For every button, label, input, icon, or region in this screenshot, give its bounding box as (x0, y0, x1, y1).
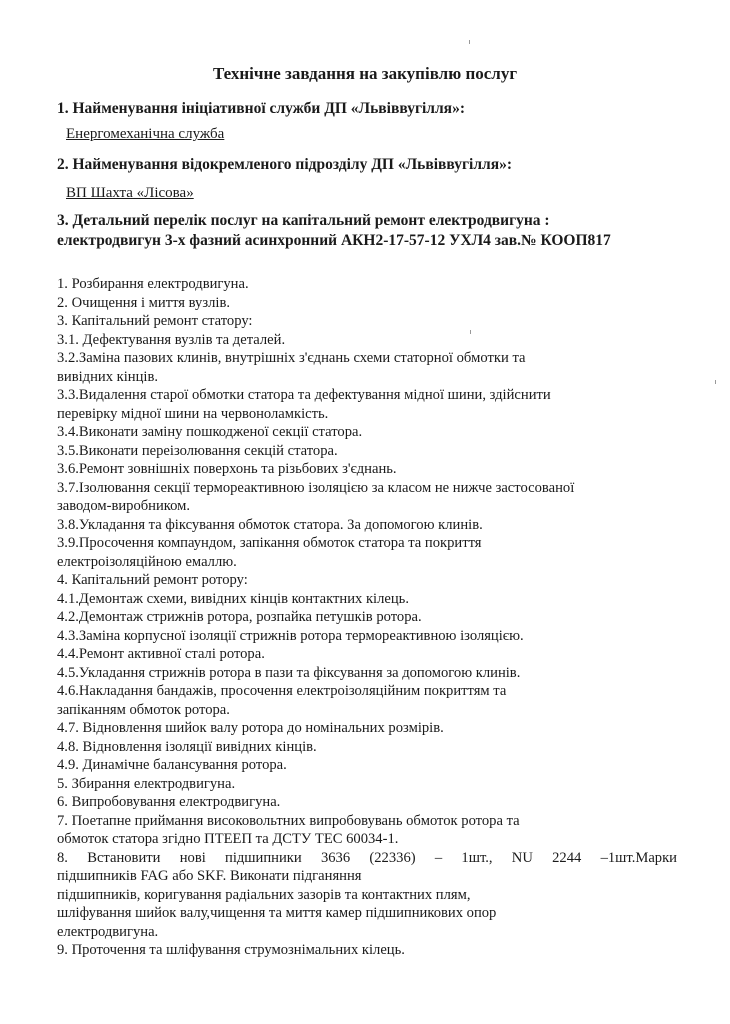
list-item: 3.6.Ремонт зовнішніх поверхонь та різьбових з'єднань. (57, 461, 397, 477)
scan-speck (469, 40, 470, 44)
list-item: 8. Встановити нові підшипники 3636 (22336) – 1шт., NU 2244 –1шт.Марки (57, 849, 677, 866)
list-item: 4. Капітальний ремонт ротору: (57, 572, 248, 588)
list-item: 3.1. Дефектування вузлів та деталей. (57, 331, 286, 348)
list-item: 1. Розбирання електродвигуна. (57, 276, 249, 292)
list-item: 4.5.Укладання стрижнів ротора в пази та фіксування за допомогою клинів. (57, 664, 521, 681)
section1-heading: 1. Найменування ініціативної служби ДП «Львіввугілля»: (57, 100, 465, 117)
list-item: 5. Збирання електродвигуна. (57, 775, 236, 792)
list-item: 4.1.Демонтаж схеми, вивідних кінців контактних кілець. (57, 590, 409, 607)
list-item: 4.7. Відновлення шийок валу ротора до номінальних розмірів. (57, 720, 444, 736)
list-item: електроізоляційною емаллю. (57, 553, 237, 570)
list-item: 4.6.Накладання бандажів, просочення електроізоляційним покриттям та (57, 683, 507, 699)
section2-heading: 2. Найменування відокремленого підрозділу ДП «Львіввугілля»: (57, 156, 513, 173)
services-list (57, 275, 677, 960)
list-item: 4.9. Динамічне балансування ротора. (57, 757, 287, 773)
section1-value: Енергомеханічна служба (66, 126, 225, 142)
list-item: 6. Випробовування електродвигуна. (57, 794, 281, 810)
list-item: шліфування шийок валу,чищення та миття камер підшипникових опор (57, 905, 497, 921)
list-item: 3.2.Заміна пазових клинів, внутрішніх з'єднань схеми статорної обмотки та (57, 350, 526, 366)
list-item: електродвигуна. (57, 923, 159, 940)
section3-heading-line1: 3. Детальний перелік послуг на капітальний ремонт електродвигуна : (57, 212, 550, 229)
scan-speck (470, 330, 471, 334)
list-item: запіканням обмоток ротора. (57, 701, 230, 718)
list-item: 3. Капітальний ремонт статору: (57, 313, 253, 329)
list-item: 3.9.Просочення компаундом, запікання обмоток статора та покриття (57, 535, 482, 551)
list-item: обмоток статора згідно ПТЕЕП та ДСТУ ТЕС 60034-1. (57, 831, 399, 847)
section3-heading-line2: електродвигун 3-х фазний асинхронний АКН2-17-57-12 УХЛ4 зав.№ КООП817 (57, 232, 611, 249)
list-item: заводом-виробником. (57, 498, 191, 514)
list-item: 3.8.Укладання та фіксування обмоток статора. За допомогою клинів. (57, 516, 483, 533)
list-item: 3.3.Видалення старої обмотки статора та дефектування мідної шини, здійснити (57, 387, 551, 403)
list-item: 2. Очищення і миття вузлів. (57, 294, 230, 311)
list-item: 3.7.Ізолювання секції термореактивною ізоляцією за класом не нижче застосованої (57, 479, 575, 496)
section2-value: ВП Шахта «Лісова» (66, 185, 194, 201)
list-item: 7. Поетапне приймання високовольтних випробовувань обмоток ротора та (57, 812, 520, 829)
list-item: вивідних кінців. (57, 368, 158, 385)
list-item: підшипників, коригування радіальних зазорів та контактних плям, (57, 886, 471, 903)
list-item: перевірку мідної шини на червоноламкість. (57, 405, 329, 422)
list-item: 4.8. Відновлення ізоляції вивідних кінців. (57, 738, 317, 755)
list-item: підшипників FAG або SKF. Виконати підганяння (57, 868, 362, 884)
list-item: 4.3.Заміна корпусної ізоляції стрижнів ротора термореактивною ізоляцією. (57, 627, 524, 644)
list-item: 3.4.Виконати заміну пошкодженої секції статора. (57, 424, 363, 440)
list-item: 9. Проточення та шліфування струмознімальних кілець. (57, 942, 405, 958)
scan-speck (715, 380, 716, 384)
list-item: 3.5.Виконати переізолювання секцій статора. (57, 442, 338, 459)
list-item: 4.2.Демонтаж стрижнів ротора, розпайка петушків ротора. (57, 609, 422, 625)
document-title: Технічне завдання на закупівлю послуг (212, 64, 518, 83)
list-item: 4.4.Ремонт активної сталі ротора. (57, 646, 265, 662)
